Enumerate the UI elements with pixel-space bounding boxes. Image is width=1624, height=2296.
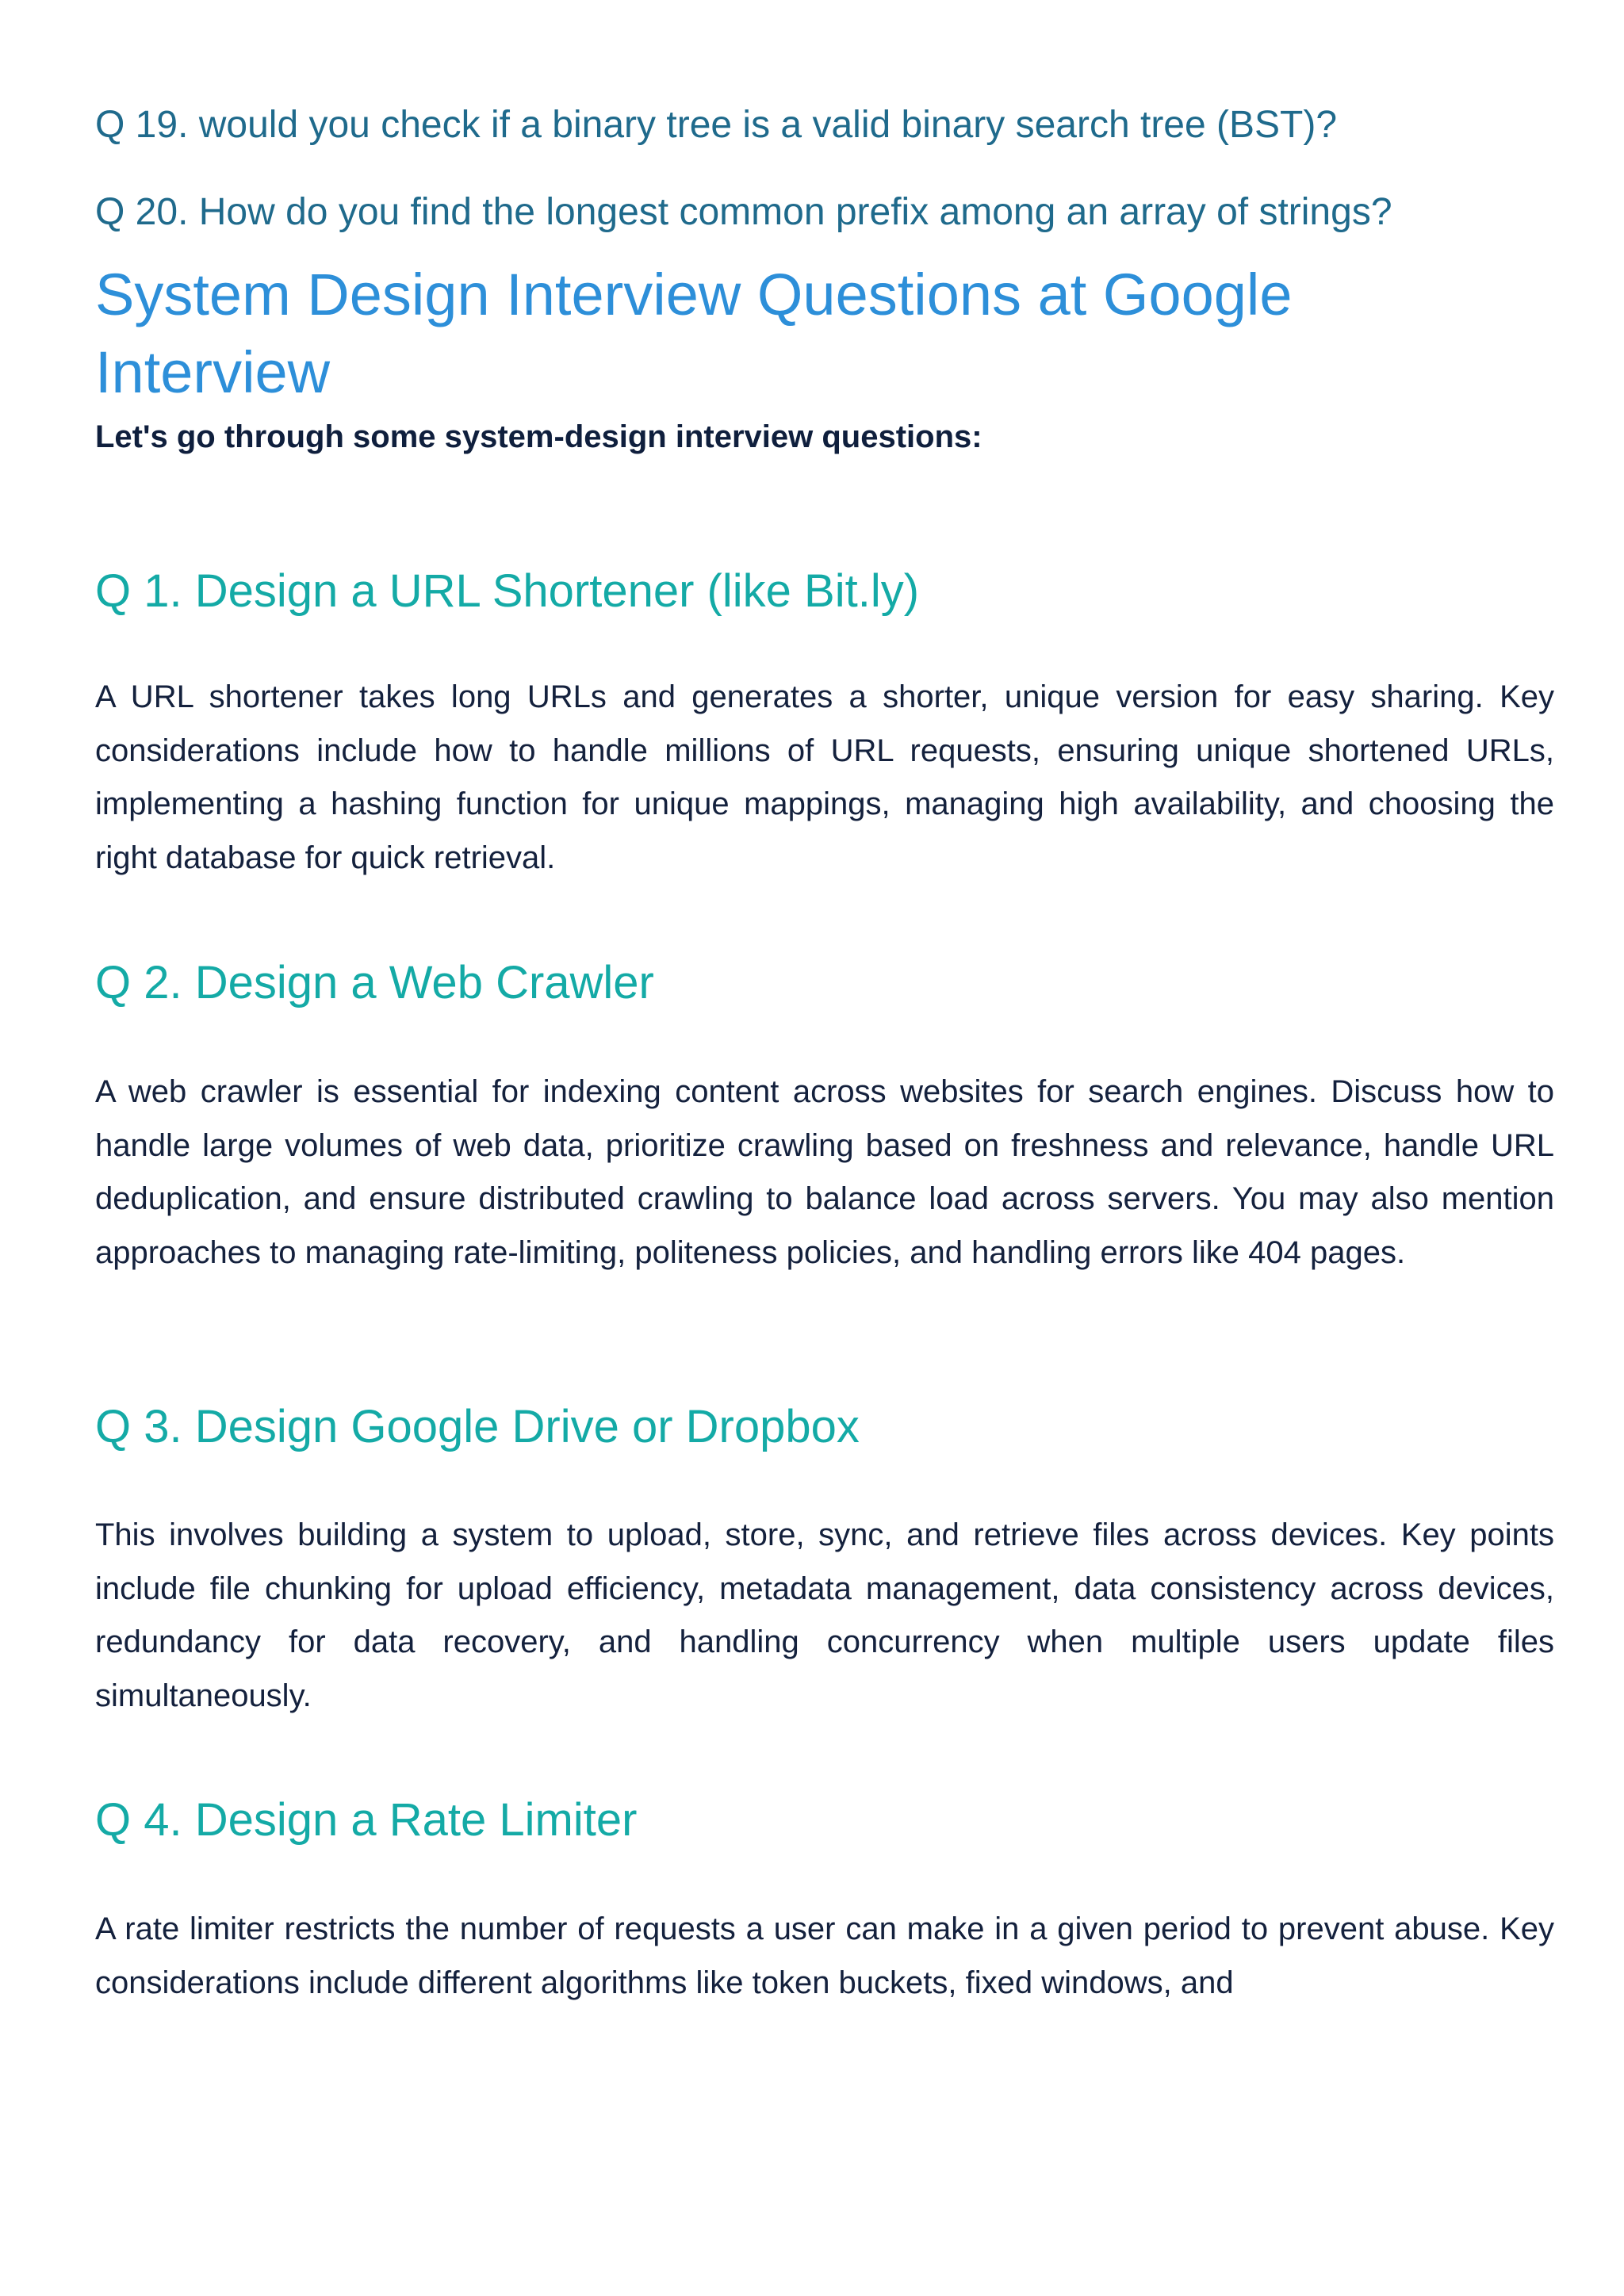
question-body: This involves building a system to upload, store, sync, and retrieve files across devices. Key points include file chunking for upload efficiency, metadata management, data consistency across devices, redundancy for data recovery, and handling concurrency when multiple users update files simultaneously. [95, 1517, 1554, 1713]
question-body: A rate limiter restricts the number of requests a user can make in a given period to prevent abuse. Key considerations include different algorithms like token buckets, fixed windows, and [95, 1911, 1554, 2000]
question-body: A URL shortener takes long URLs and generates a shorter, unique version for easy sharing. Key considerations include how to handle millions of URL requests, ensuring unique shortened URLs, implementing a hashing function for unique mappings, managing high availability, and choosing the right database for quick retrieval. [95, 679, 1554, 875]
question-title: Q 4. Design a Rate Limiter [95, 1794, 638, 1846]
section-intro: Let's go through some system-design interview questions: [95, 419, 982, 454]
question-q20: Q 20. How do you find the longest common prefix among an array of strings? [95, 191, 1392, 233]
section-title: System Design Interview Questions at Google Interview [95, 262, 1293, 405]
question-title: Q 1. Design a URL Shortener (like Bit.ly) [95, 565, 920, 617]
question-title: Q 3. Design Google Drive or Dropbox [95, 1401, 860, 1452]
question-body: A web crawler is essential for indexing content across websites for search engines. Discuss how to handle large volumes of web data, prioritize crawling based on freshness and relevance, handle URL deduplication, and ensure distributed crawling to balance load across servers. You may also mention approaches to managing rate-limiting, politeness policies, and handling errors like 404 pages. [95, 1074, 1554, 1270]
question-title: Q 2. Design a Web Crawler [95, 957, 654, 1008]
question-q19: Q 19. would you check if a binary tree is a valid binary search tree (BST)? [95, 104, 1338, 146]
